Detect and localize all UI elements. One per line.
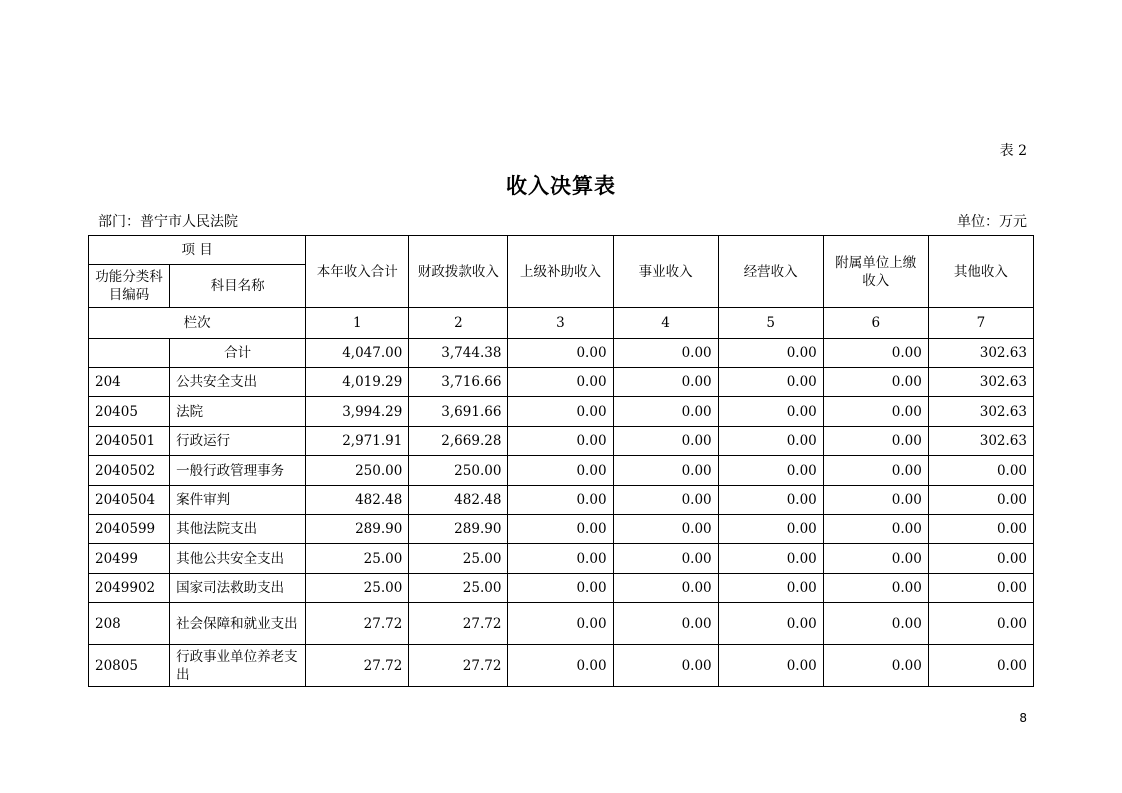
row-code: 2040502 [89, 456, 170, 486]
row-index-label: 栏次 [89, 308, 306, 339]
row-value: 25.00 [306, 544, 409, 574]
row-value: 2,971.91 [306, 427, 409, 456]
row-value: 0.00 [718, 368, 823, 397]
row-name: 国家司法救助支出 [170, 574, 306, 603]
row-index: 1 [306, 308, 409, 339]
row-value: 302.63 [928, 339, 1033, 368]
row-code: 2040501 [89, 427, 170, 456]
header-col-7: 其他收入 [928, 236, 1033, 308]
row-value: 3,994.29 [306, 397, 409, 427]
table-row [89, 645, 1034, 687]
row-value: 25.00 [409, 544, 508, 574]
row-value: 27.72 [409, 645, 508, 687]
row-value: 0.00 [823, 397, 928, 427]
row-index: 2 [409, 308, 508, 339]
row-name: 案件审判 [170, 486, 306, 515]
row-code: 2049902 [89, 574, 170, 603]
row-value: 0.00 [613, 574, 718, 603]
row-value: 0.00 [613, 544, 718, 574]
row-value: 0.00 [613, 515, 718, 544]
row-value: 0.00 [823, 645, 928, 687]
header-name: 科目名称 [170, 265, 306, 308]
table-row [89, 427, 1034, 456]
header-col-3: 上级补助收入 [508, 236, 613, 308]
row-value: 4,047.00 [306, 339, 409, 368]
header-code: 功能分类科目编码 [89, 265, 170, 308]
row-value: 0.00 [718, 397, 823, 427]
row-value: 0.00 [928, 486, 1033, 515]
table-row [89, 339, 1034, 368]
row-value: 3,691.66 [409, 397, 508, 427]
row-value: 0.00 [718, 515, 823, 544]
row-value: 0.00 [928, 456, 1033, 486]
row-code: 2040504 [89, 486, 170, 515]
department-label: 部门：普宁市人民法院 [98, 214, 238, 230]
row-name: 社会保障和就业支出 [170, 603, 306, 645]
row-value: 27.72 [409, 603, 508, 645]
table-row [89, 544, 1034, 574]
row-value: 0.00 [928, 645, 1033, 687]
row-value: 0.00 [718, 456, 823, 486]
row-value: 0.00 [508, 339, 613, 368]
table-row [89, 515, 1034, 544]
row-value: 0.00 [613, 368, 718, 397]
unit-label: 单位：万元 [957, 214, 1027, 230]
row-value: 0.00 [613, 603, 718, 645]
row-name: 合计 [170, 339, 306, 368]
row-value: 0.00 [718, 574, 823, 603]
row-index: 5 [718, 308, 823, 339]
row-name: 其他法院支出 [170, 515, 306, 544]
row-value: 0.00 [823, 515, 928, 544]
row-code [89, 339, 170, 368]
row-code: 204 [89, 368, 170, 397]
income-table [88, 235, 1034, 687]
row-value: 0.00 [823, 368, 928, 397]
header-item: 项 目 [89, 236, 306, 265]
row-value: 0.00 [613, 339, 718, 368]
header-col-4: 事业收入 [613, 236, 718, 308]
header-col-6: 附属单位上缴收入 [823, 236, 928, 308]
row-name: 公共安全支出 [170, 368, 306, 397]
row-value: 0.00 [823, 339, 928, 368]
table-row [89, 368, 1034, 397]
table-number: 表 2 [999, 143, 1027, 159]
row-value: 289.90 [306, 515, 409, 544]
row-value: 0.00 [718, 339, 823, 368]
row-value: 0.00 [613, 645, 718, 687]
row-value: 0.00 [508, 515, 613, 544]
row-value: 250.00 [409, 456, 508, 486]
row-value: 0.00 [928, 574, 1033, 603]
row-value: 302.63 [928, 397, 1033, 427]
row-value: 302.63 [928, 368, 1033, 397]
row-code: 20805 [89, 645, 170, 687]
row-value: 250.00 [306, 456, 409, 486]
row-value: 0.00 [718, 486, 823, 515]
page-title: 收入决算表 [506, 174, 616, 198]
row-value: 0.00 [928, 515, 1033, 544]
row-value: 0.00 [718, 645, 823, 687]
row-value: 0.00 [613, 456, 718, 486]
row-value: 289.90 [409, 515, 508, 544]
row-value: 302.63 [928, 427, 1033, 456]
row-index: 7 [928, 308, 1033, 339]
row-value: 0.00 [508, 427, 613, 456]
row-code: 20405 [89, 397, 170, 427]
row-value: 25.00 [409, 574, 508, 603]
row-value: 0.00 [508, 486, 613, 515]
row-value: 0.00 [508, 368, 613, 397]
row-value: 0.00 [823, 456, 928, 486]
row-value: 27.72 [306, 645, 409, 687]
row-name: 其他公共安全支出 [170, 544, 306, 574]
header-col-5: 经营收入 [718, 236, 823, 308]
row-code: 2040599 [89, 515, 170, 544]
row-name: 一般行政管理事务 [170, 456, 306, 486]
row-value: 0.00 [823, 486, 928, 515]
row-value: 0.00 [823, 603, 928, 645]
row-value: 0.00 [718, 603, 823, 645]
row-value: 2,669.28 [409, 427, 508, 456]
row-value: 0.00 [508, 544, 613, 574]
row-code: 208 [89, 603, 170, 645]
row-value: 0.00 [823, 574, 928, 603]
header-col-1: 本年收入合计 [306, 236, 409, 308]
row-value: 0.00 [928, 603, 1033, 645]
row-value: 0.00 [508, 574, 613, 603]
row-index: 4 [613, 308, 718, 339]
row-value: 0.00 [823, 427, 928, 456]
page-number: 8 [1019, 711, 1027, 725]
row-value: 482.48 [306, 486, 409, 515]
row-index: 6 [823, 308, 928, 339]
row-value: 0.00 [508, 603, 613, 645]
row-value: 0.00 [613, 427, 718, 456]
row-code: 20499 [89, 544, 170, 574]
row-value: 0.00 [718, 544, 823, 574]
table-row [89, 574, 1034, 603]
row-value: 3,744.38 [409, 339, 508, 368]
row-value: 0.00 [508, 645, 613, 687]
table-row [89, 603, 1034, 645]
row-value: 0.00 [508, 397, 613, 427]
row-value: 25.00 [306, 574, 409, 603]
row-value: 27.72 [306, 603, 409, 645]
table-row [89, 397, 1034, 427]
row-value: 0.00 [508, 456, 613, 486]
row-value: 0.00 [613, 397, 718, 427]
table-row [89, 486, 1034, 515]
row-name: 法院 [170, 397, 306, 427]
row-value: 0.00 [613, 486, 718, 515]
row-value: 482.48 [409, 486, 508, 515]
table-row [89, 456, 1034, 486]
row-value: 0.00 [928, 544, 1033, 574]
row-value: 0.00 [718, 427, 823, 456]
row-value: 3,716.66 [409, 368, 508, 397]
row-name: 行政事业单位养老支出 [170, 645, 306, 687]
row-index: 3 [508, 308, 613, 339]
row-value: 0.00 [823, 544, 928, 574]
row-name: 行政运行 [170, 427, 306, 456]
row-value: 4,019.29 [306, 368, 409, 397]
header-col-2: 财政拨款收入 [409, 236, 508, 308]
